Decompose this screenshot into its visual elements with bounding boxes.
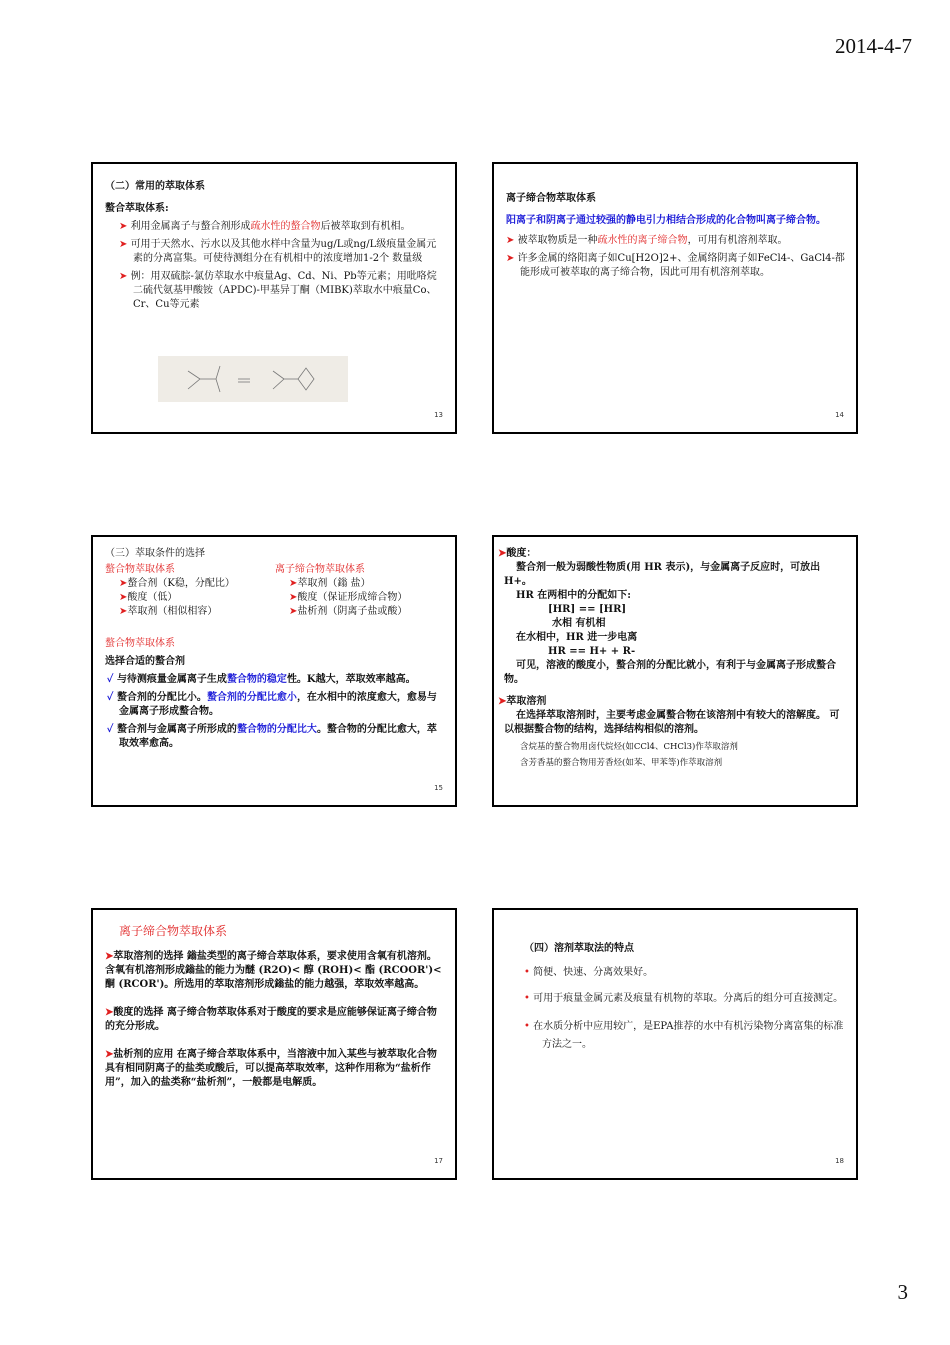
slide-15 — [91, 535, 457, 807]
equation: [HR] == [HR] — [548, 604, 627, 615]
slide-17 — [91, 908, 457, 1180]
bullet: ➤ 被萃取物质是一种疏水性的离子缔合物，可用有机溶剂萃取。 — [506, 235, 788, 246]
bullet: ➤ 可用于天然水、污水以及其他水样中含量为ug/L或ng/L级痕量金属元素的分离富集。可使待测组分在有机相中的浓度增加1-2个 数量级 — [119, 239, 437, 264]
list-item: ➤酸度（低） — [119, 592, 178, 603]
bullet: ➤ 例：用双硫腙-氯仿萃取水中痕量Ag、Cd、Ni、Pb等元素；用吡咯烷二硫代氨基甲酸铵（APDC)-甲基异丁酮（MIBK)萃取水中痕量Co、Cr、Cu等元素 — [119, 271, 437, 310]
arrow-icon: ➤ — [119, 239, 131, 250]
check-icon: ✓ — [107, 724, 117, 735]
text-line: 水相 有机相 — [552, 618, 606, 629]
list-item: • 在水质分析中应用较广，是EPA推荐的水中有机污染物分离富集的标准方法之一。 — [524, 1021, 844, 1050]
text-line: 螯合剂一般为弱酸性物质(用 HR 表示)，与金属离子反应时，可放出 H+。 — [504, 562, 821, 587]
heading-solvent: ➤萃取溶剂 — [498, 696, 547, 707]
list-item: • 简便、快速、分离效果好。 — [524, 967, 654, 978]
text-line: 含烷基的螯合物用卤代烷烃(如CCl4、CHCl3)作萃取溶剂 — [520, 742, 738, 752]
text-line: HR 在两相中的分配如下: — [516, 590, 631, 601]
slide-number: 13 — [434, 411, 443, 419]
section-heading: 螯合物萃取体系 — [105, 638, 175, 649]
text-line: 含芳香基的螯合物用芳香烃(如苯、甲苯等)作萃取溶剂 — [520, 758, 723, 768]
slide-14 — [492, 162, 858, 434]
column-chelate — [105, 563, 275, 619]
choose-heading: 选择合适的螯合剂 — [105, 656, 185, 667]
text-line: 在水相中，HR 进一步电离 — [516, 632, 638, 643]
list-item: ➤萃取剂（相似相容） — [119, 606, 218, 617]
slide-18 — [492, 908, 858, 1180]
slide-title: （二）常用的萃取体系 — [105, 181, 205, 192]
check-icon: ✓ — [107, 692, 117, 703]
arrow-icon: ➤ — [506, 253, 518, 264]
column-head: 螯合物萃取体系 — [105, 564, 175, 575]
slide-title: 离子缔合物萃取体系 — [506, 193, 596, 204]
slide-number: 18 — [835, 1157, 844, 1165]
slide-title: （三）萃取条件的选择 — [105, 548, 205, 559]
list-item: • 可用于痕量金属元素及痕量有机物的萃取。分离后的组分可直接测定。 — [524, 993, 844, 1004]
conditions-columns — [105, 563, 445, 619]
slide-13 — [91, 162, 457, 434]
list-item: ➤酸度（保证形成缔合物） — [289, 592, 408, 603]
arrow-icon: ➤ — [119, 271, 131, 282]
check-item: ✓ 螯合剂与金属离子所形成的螯合物的分配比大。螯合物的分配比愈大，萃取效率愈高。 — [107, 724, 437, 749]
page-number: 3 — [897, 1280, 908, 1304]
list-item: ➤盐析剂（阴离子盐或酸） — [289, 606, 408, 617]
slide-number: 17 — [434, 1157, 443, 1165]
arrow-icon: ➤ — [506, 235, 518, 246]
check-item: ✓ 螯合剂的分配比小。螯合剂的分配比愈小，在水相中的浓度愈大，愈易与金属离子形成螯合物。 — [107, 692, 437, 717]
paragraph: ➤盐析剂的应用 在离子缔合萃取体系中，当溶液中加入某些与被萃取化合物具有相同阴离子的盐类或酸后，可以提高萃取效率，这种作用称为“盐析作用”，加入的盐类称“盐析剂”，一般都是电解质。 — [105, 1049, 437, 1088]
paragraph: ➤酸度的选择 离子缔合物萃取体系对于酸度的要求是应能够保证离子缔合物的充分形成。 — [105, 1007, 437, 1032]
date-header: 2014-4-7 — [835, 34, 912, 58]
definition: 阳离子和阴离子通过较强的静电引力相结合形成的化合物叫离子缔合物。 — [506, 215, 826, 226]
slide-title: （四）溶剂萃取法的特点 — [524, 943, 634, 954]
check-icon: ✓ — [107, 674, 117, 685]
list-item: ➤萃取剂（鎓 盐） — [289, 578, 371, 589]
bullet: ➤ 利用金属离子与螯合剂形成疏水性的螯合物后被萃取到有机相。 — [119, 221, 411, 232]
subtitle: 螯合萃取体系: — [105, 203, 169, 214]
arrow-icon: ➤ — [498, 548, 507, 559]
check-item: ✓ 与待测痕量金属离子生成螯合物的稳定性。K越大，萃取效率越高。 — [107, 674, 416, 685]
chemical-reaction-image — [158, 356, 348, 402]
column-head: 离子缔合物萃取体系 — [275, 564, 365, 575]
slide-number: 15 — [434, 784, 443, 792]
arrow-icon: ➤ — [105, 951, 114, 962]
paragraph: ➤萃取溶剂的选择 鎓盐类型的离子缔合萃取体系，要求使用含氧有机溶剂。 含氧有机溶剂形成鎓盐的能力为醚 (R2O)< 醇 (ROH)< 酯 (RCOOR')< 酮 (RCOR')。所选用的萃取溶剂形成鎓盐的能力越强，萃取效率越高。 — [105, 951, 442, 990]
bullet: ➤ 许多金属的络阳离子如Cu[H2O]2+、金属络阴离子如FeCl4-、GaCl4-都能形成可被萃取的离子缔合物，因此可用有机溶剂萃取。 — [506, 253, 845, 278]
slide-number: 14 — [835, 411, 844, 419]
list-item: ➤螯合剂（K稳，分配比） — [119, 578, 235, 589]
column-ion-assoc — [275, 563, 445, 619]
text-line: 可见，溶液的酸度小，螯合剂的分配比就小，有利于与金属离子形成螯合物。 — [504, 660, 836, 685]
slide-16 — [492, 535, 858, 807]
slide-title: 离子缔合物萃取体系 — [119, 924, 228, 938]
arrow-icon: ➤ — [105, 1049, 114, 1060]
heading-acidity: ➤酸度： — [498, 548, 537, 559]
equation: HR == H+ + R- — [548, 646, 636, 657]
text-line: 在选择萃取溶剂时，主要考虑金属螯合物在该溶剂中有较大的溶解度。 可以根据螯合物的结构，选择结构相似的溶剂。 — [504, 710, 840, 735]
arrow-icon: ➤ — [105, 1007, 114, 1018]
arrow-icon: ➤ — [119, 221, 131, 232]
arrow-icon: ➤ — [498, 696, 507, 707]
